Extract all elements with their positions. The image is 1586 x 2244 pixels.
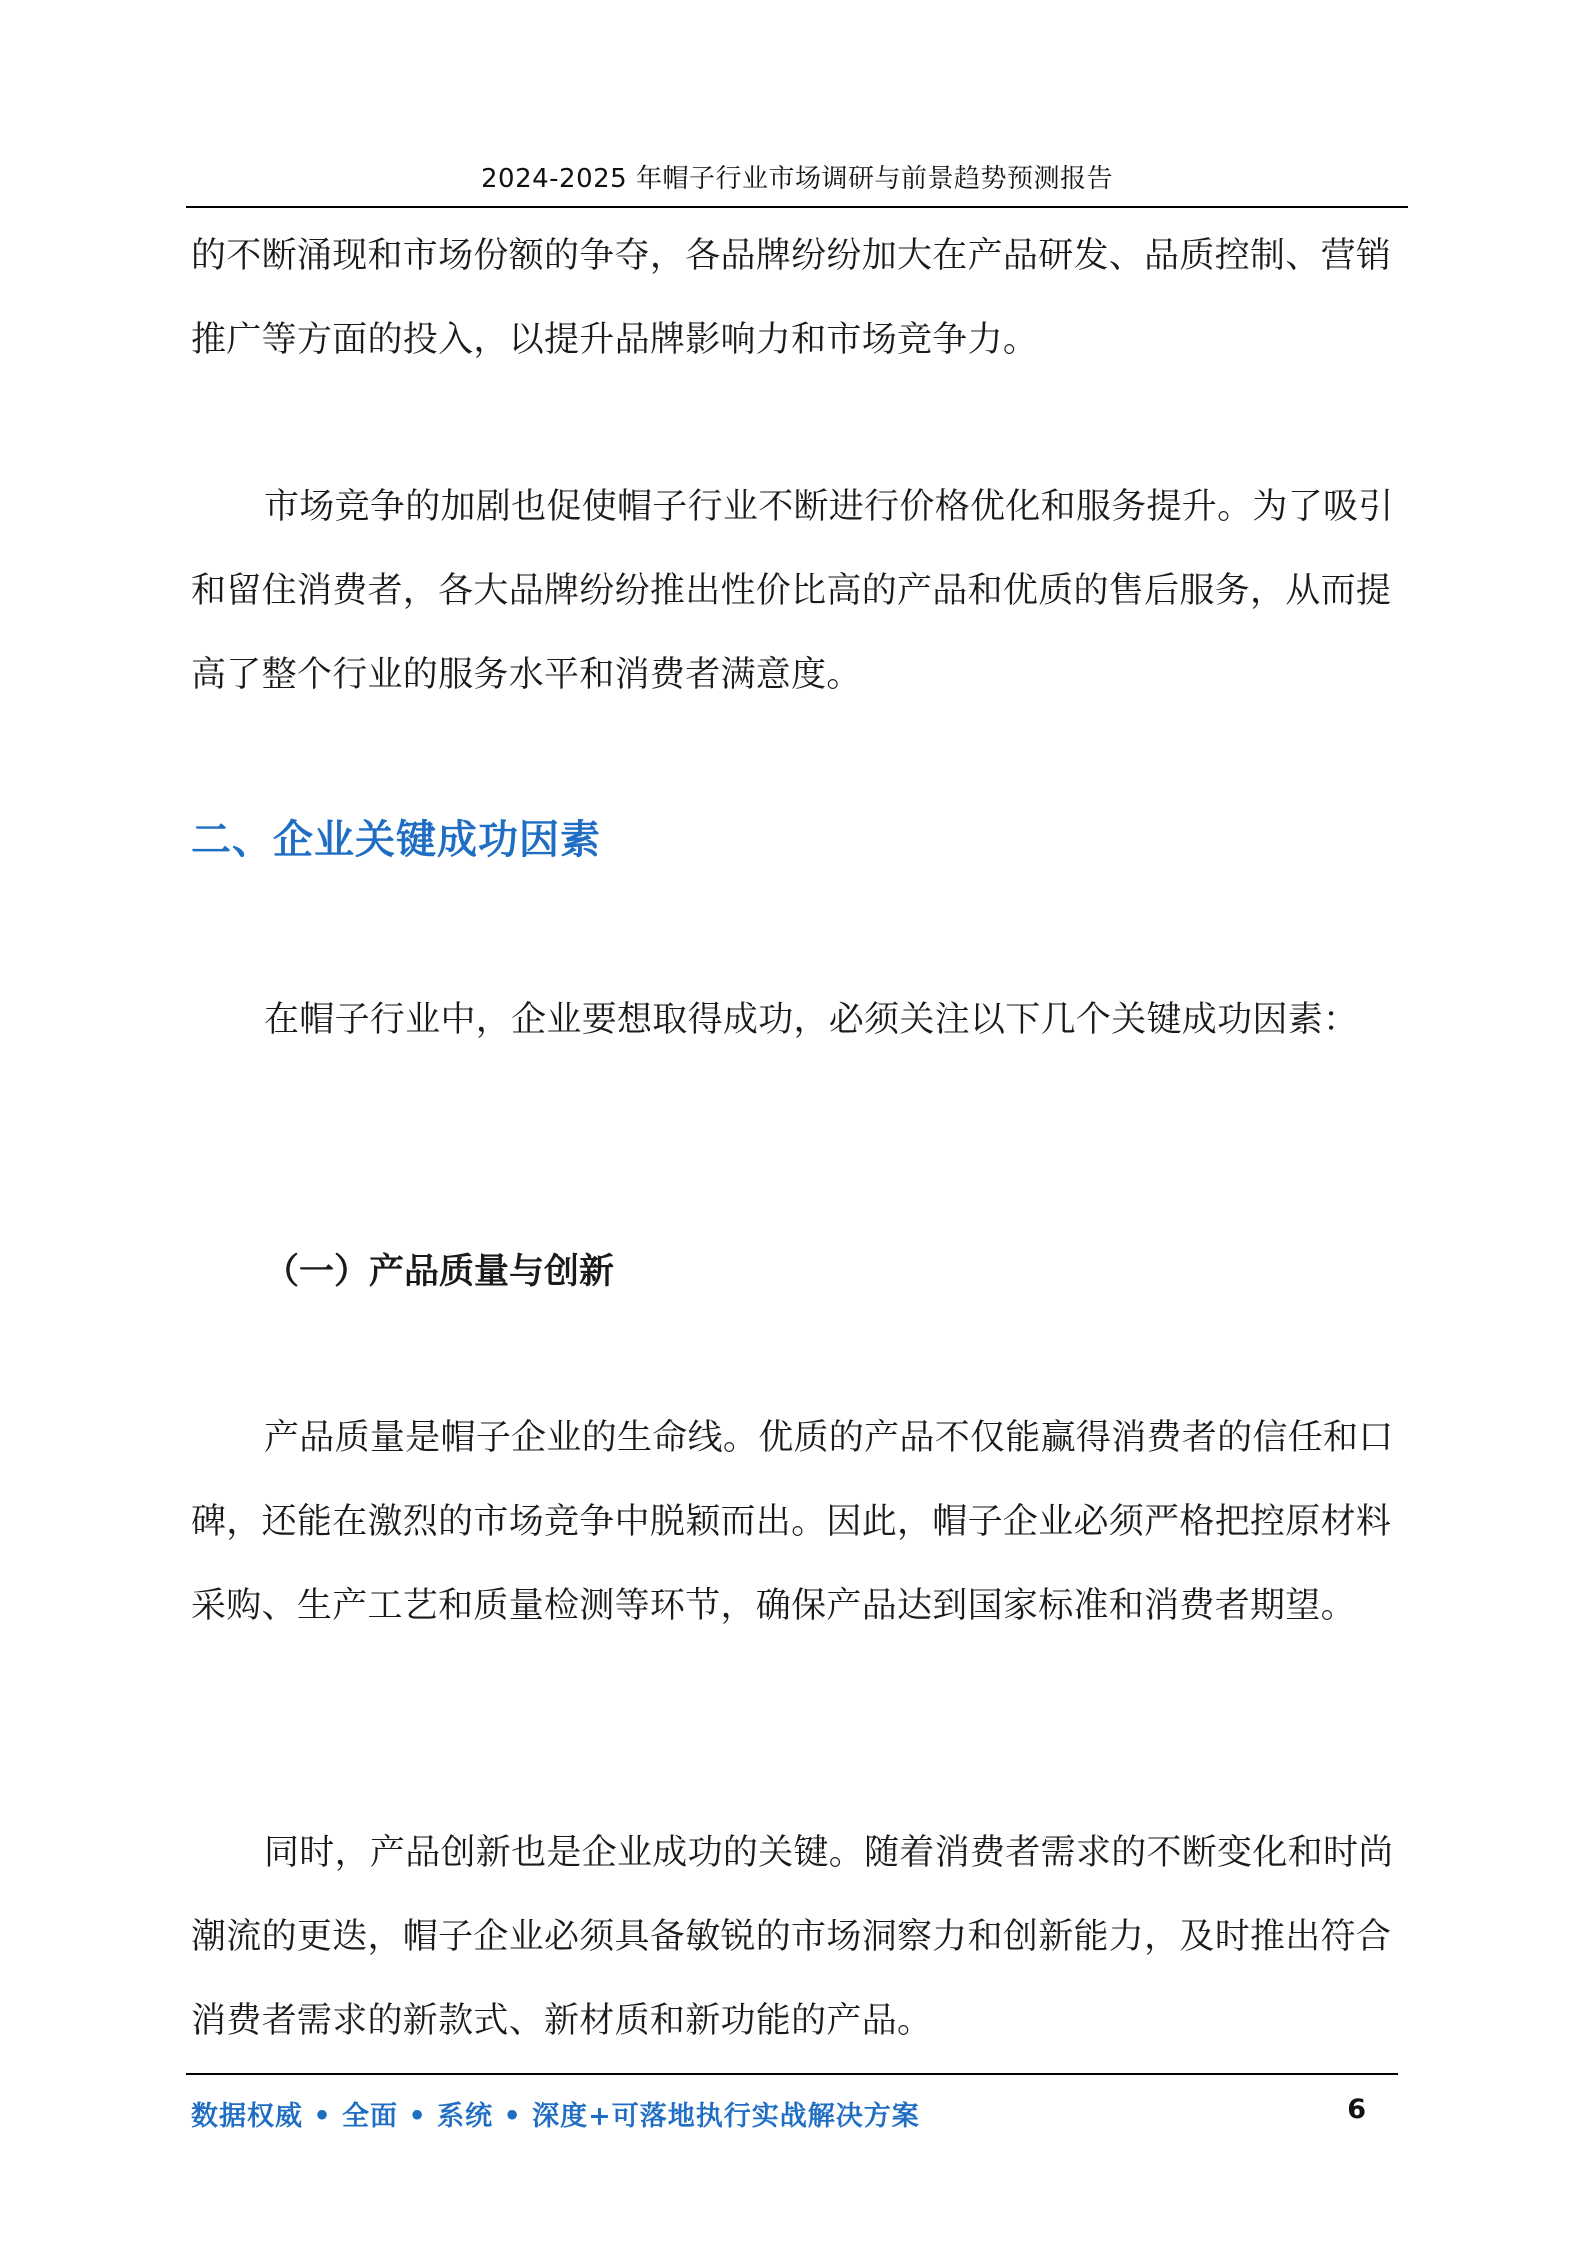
paragraph-continuation: 的不断涌现和市场份额的争夺，各品牌纷纷加大在产品研发、品质控制、营销推广等方面的投入，以提升品牌影响力和市场竞争力。: [191, 236, 1392, 360]
footer-slogan: 数据权威 • 全面 • 系统 • 深度+可落地执行实战解决方案: [191, 2101, 920, 2132]
page-number: 6: [1347, 2094, 1366, 2125]
paragraph-intro-key-factors: 在帽子行业中，企业要想取得成功，必须关注以下几个关键成功因素：: [264, 1000, 1359, 1040]
header-divider: [186, 206, 1408, 208]
subsection-heading: （一）产品质量与创新: [264, 1251, 615, 1292]
paragraph-product-innovation: 同时，产品创新也是企业成功的关键。随着消费者需求的不断变化和时尚潮流的更迭，帽子企业必须具备敏锐的市场洞察力和创新能力，及时推出符合消费者需求的新款式、新材质和新功能的产品。: [191, 1833, 1394, 2041]
paragraph-market-competition: 市场竞争的加剧也促使帽子行业不断进行价格优化和服务提升。为了吸引和留住消费者，各大品牌纷纷推出性价比高的产品和优质的售后服务，从而提高了整个行业的服务水平和消费者满意度。: [191, 487, 1394, 695]
footer-divider: [186, 2073, 1398, 2075]
section-heading: 二、企业关键成功因素: [191, 817, 601, 863]
paragraph-product-quality: 产品质量是帽子企业的生命线。优质的产品不仅能赢得消费者的信任和口碑，还能在激烈的市场竞争中脱颖而出。因此，帽子企业必须严格把控原材料采购、生产工艺和质量检测等环节，确保产品达到国家标准和消费者期望。: [191, 1418, 1394, 1626]
report-header-title: 2024-2025 年帽子行业市场调研与前景趋势预测报告: [481, 164, 1113, 194]
